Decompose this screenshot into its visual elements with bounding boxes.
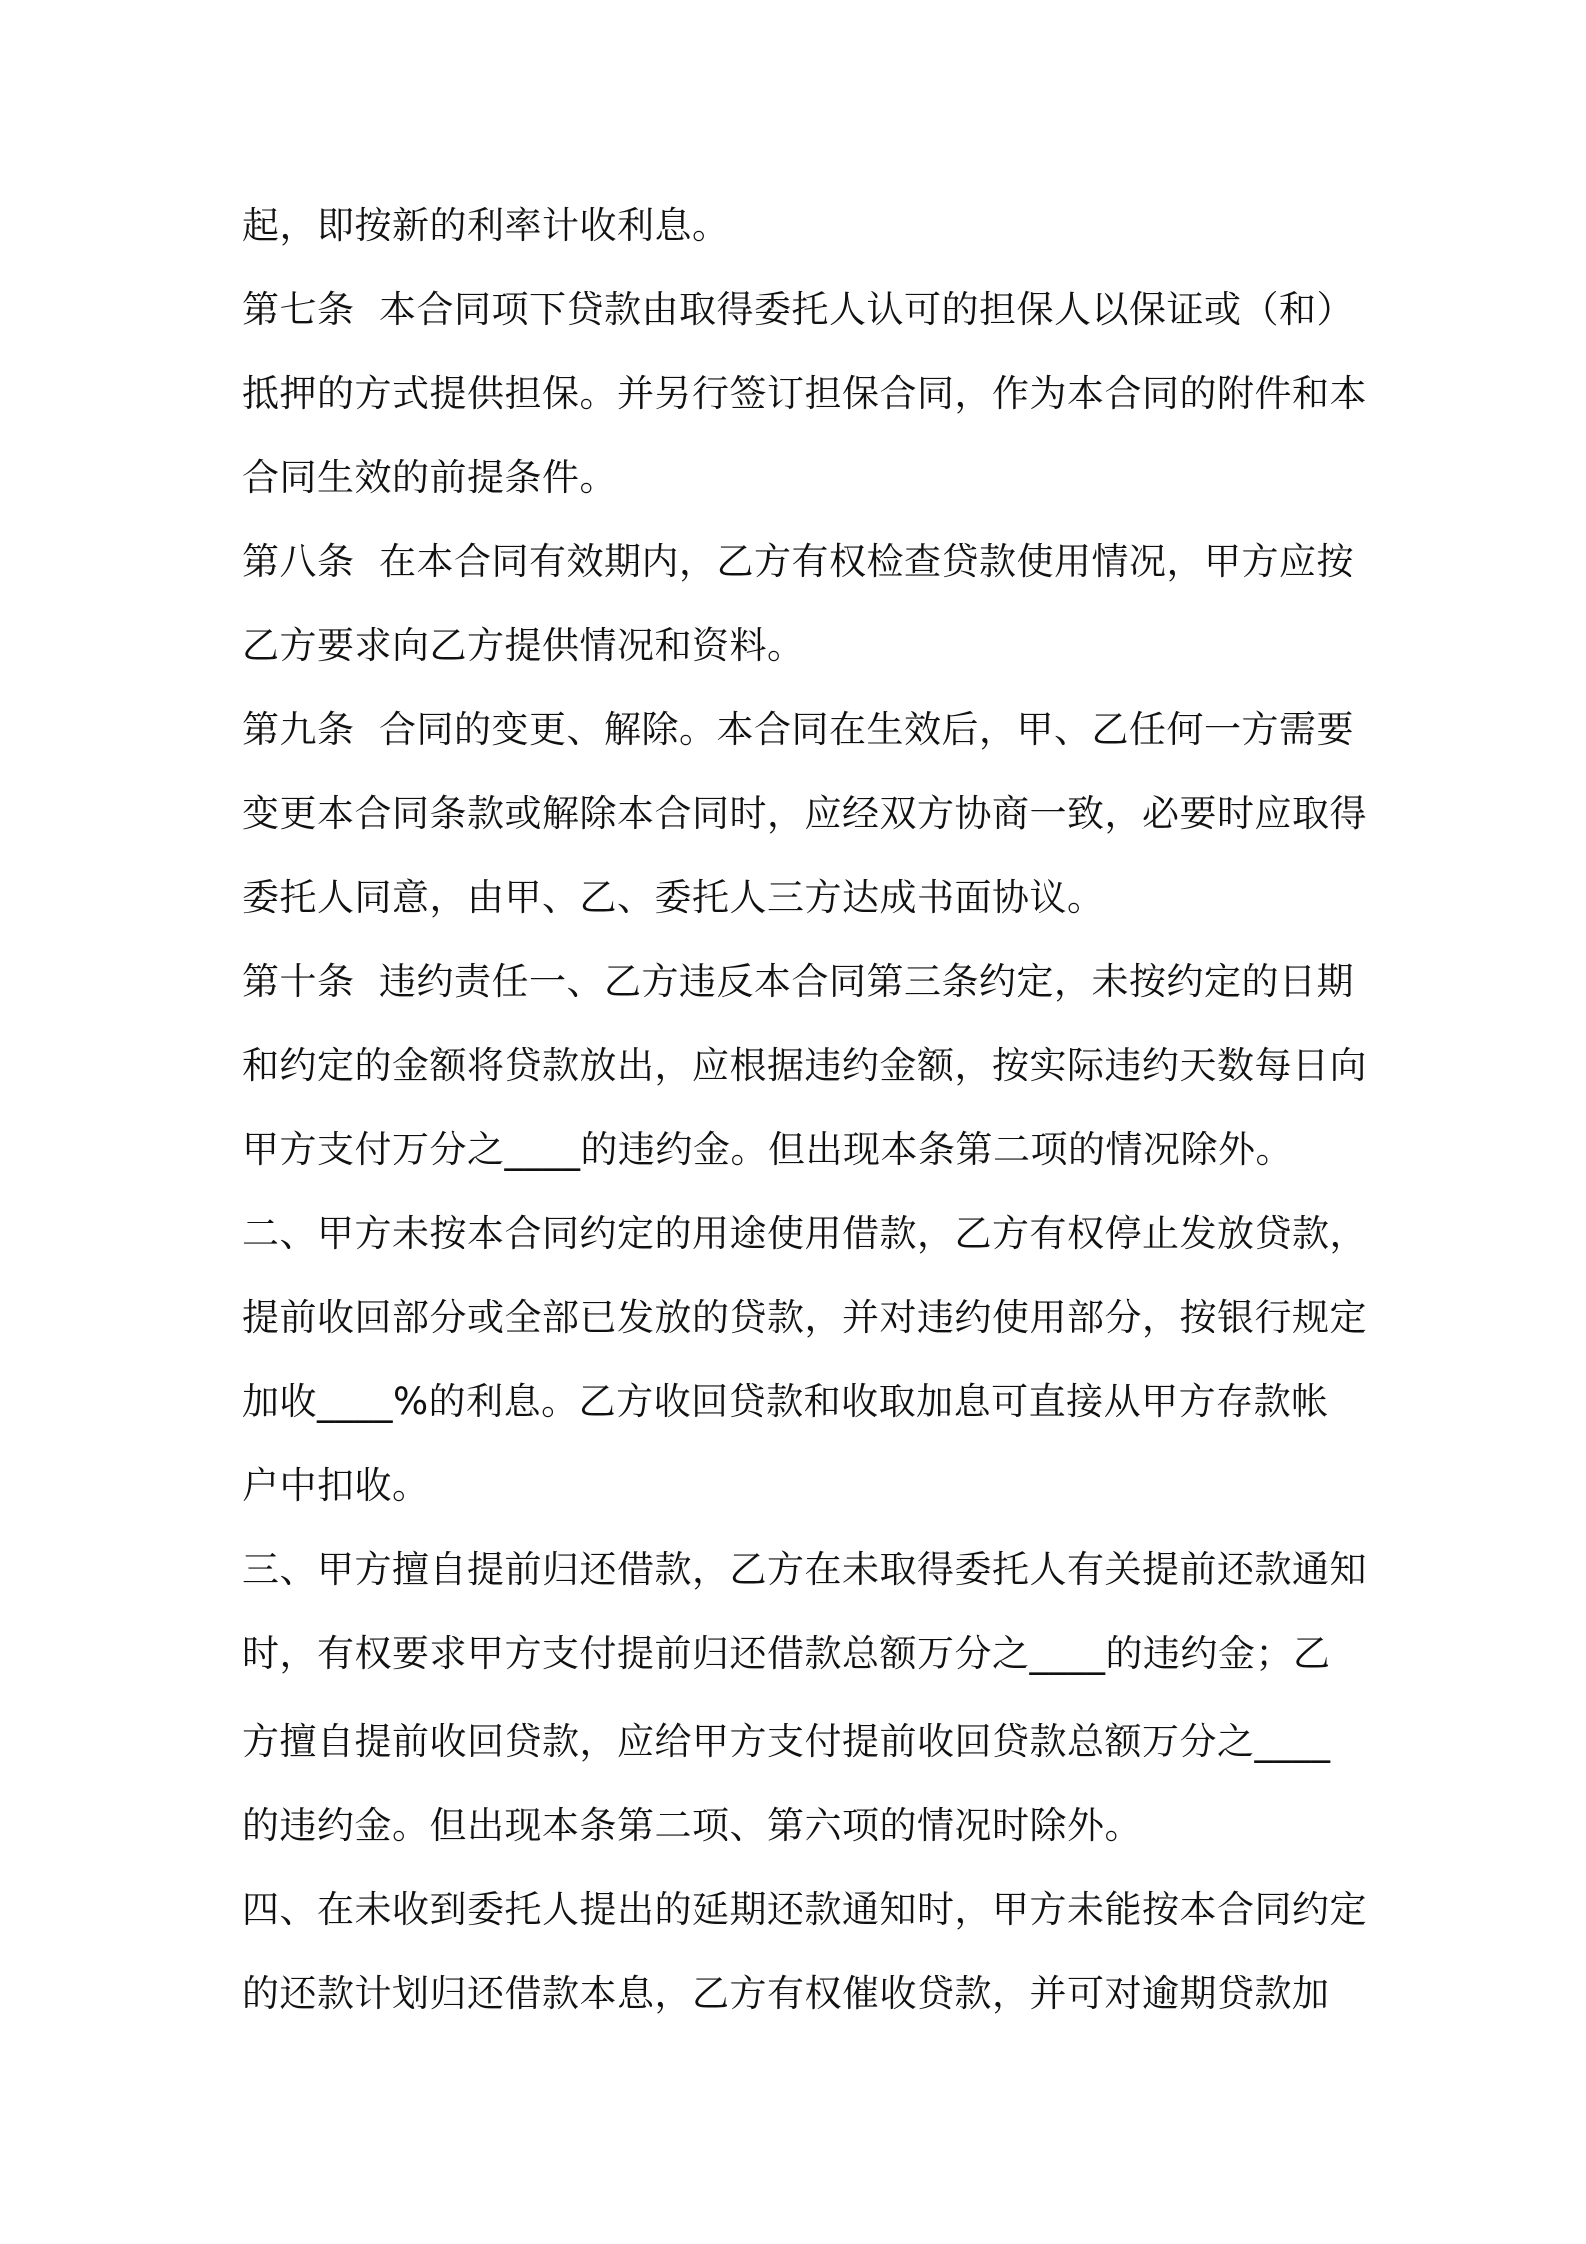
text-line: 第十条 违约责任一、乙方违反本合同第三条约定，未按约定的日期 [242, 960, 1355, 1003]
text-line: 户中扣收。 [242, 1464, 430, 1507]
text-line: 二、甲方未按本合同约定的用途使用借款，乙方有权停止发放贷款， [242, 1212, 1367, 1255]
text-line: 时，有权要求甲方支付提前归还借款总额万分之____的违约金；乙 [242, 1632, 1331, 1675]
text-line: 提前收回部分或全部已发放的贷款，并对违约使用部分，按银行规定 [242, 1296, 1367, 1339]
text-line: 委托人同意，由甲、乙、委托人三方达成书面协议。 [242, 876, 1105, 919]
text-line: 起，即按新的利率计收利息。 [242, 204, 730, 247]
text-line: 合同生效的前提条件。 [242, 456, 617, 499]
text-line: 和约定的金额将贷款放出，应根据违约金额，按实际违约天数每日向 [242, 1044, 1367, 1087]
text-line: 抵押的方式提供担保。并另行签订担保合同，作为本合同的附件和本 [242, 372, 1367, 415]
text-line: 变更本合同条款或解除本合同时，应经双方协商一致，必要时应取得 [242, 792, 1367, 835]
text-line: 加收____%的利息。乙方收回贷款和收取加息可直接从甲方存款帐 [242, 1380, 1329, 1423]
text-line: 甲方支付万分之____的违约金。但出现本条第二项的情况除外。 [242, 1128, 1293, 1171]
text-line: 第九条 合同的变更、解除。本合同在生效后，甲、乙任何一方需要 [242, 708, 1355, 751]
text-line: 第七条 本合同项下贷款由取得委托人认可的担保人以保证或（和） [242, 288, 1355, 331]
text-line: 方擅自提前收回贷款，应给甲方支付提前收回贷款总额万分之____ [242, 1720, 1331, 1763]
text-line: 的违约金。但出现本条第二项、第六项的情况时除外。 [242, 1804, 1142, 1847]
text-line: 乙方要求向乙方提供情况和资料。 [242, 624, 805, 667]
text-line: 三、甲方擅自提前归还借款，乙方在未取得委托人有关提前还款通知 [242, 1548, 1367, 1591]
text-line: 的还款计划归还借款本息，乙方有权催收贷款，并可对逾期贷款加 [242, 1972, 1330, 2015]
text-line: 第八条 在本合同有效期内，乙方有权检查贷款使用情况，甲方应按 [242, 540, 1355, 583]
text-line: 四、在未收到委托人提出的延期还款通知时，甲方未能按本合同约定 [242, 1888, 1367, 1931]
